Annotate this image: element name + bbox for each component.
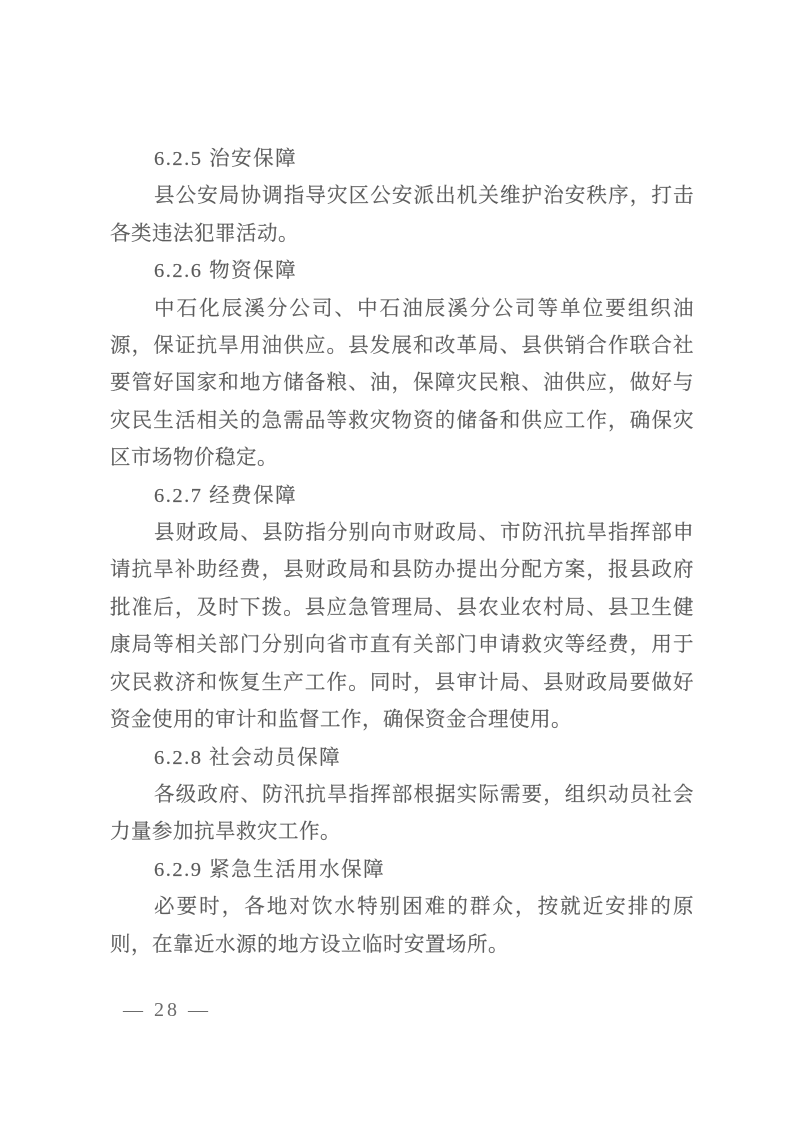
section-paragraph-6-2-5: 县公安局协调指导灾区公安派出机关维护治安秩序，打击各类违法犯罪活动。 xyxy=(110,185,694,245)
section-paragraph-6-2-9: 必要时，各地对饮水特别困难的群众，按就近安排的原则，在靠近水源的地方设立临时安置场所。 xyxy=(110,896,694,956)
document-content xyxy=(110,141,694,964)
section-paragraph-6-2-6: 中石化辰溪分公司、中石油辰溪分公司等单位要组织油源，保证抗旱用油供应。县发展和改革局、县供销合作联合社要管好国家和地方储备粮、油，保障灾民粮、油供应，做好与灾民生活相关的急需品等救灾物资的储备和供应工作，确保灾区市场物价稳定。 xyxy=(110,297,694,470)
section-paragraph-6-2-7: 县财政局、县防指分别向市财政局、市防汛抗旱指挥部申请抗旱补助经费，县财政局和县防办提出分配方案，报县政府批准后，及时下拨。县应急管理局、县农业农村局、县卫生健康局等相关部门分别向省市直有关部门申请救灾等经费，用于灾民救济和恢复生产工作。同时，县审计局、县财政局要做好资金使用的审计和监督工作，确保资金合理使用。 xyxy=(110,522,694,732)
section-heading-6-2-8: 6.2.8 社会动员保障 xyxy=(154,746,342,769)
section-paragraph-6-2-8: 各级政府、防汛抗旱指挥部根据实际需要，组织动员社会力量参加抗旱救灾工作。 xyxy=(110,783,694,844)
section-heading-6-2-6: 6.2.6 物资保障 xyxy=(154,260,298,283)
section-heading-6-2-7: 6.2.7 经费保障 xyxy=(154,484,298,507)
page-number: — 28 — xyxy=(123,999,211,1021)
section-heading-6-2-9: 6.2.9 紧急生活用水保障 xyxy=(154,858,386,881)
section-heading-6-2-5: 6.2.5 治安保障 xyxy=(154,148,298,170)
